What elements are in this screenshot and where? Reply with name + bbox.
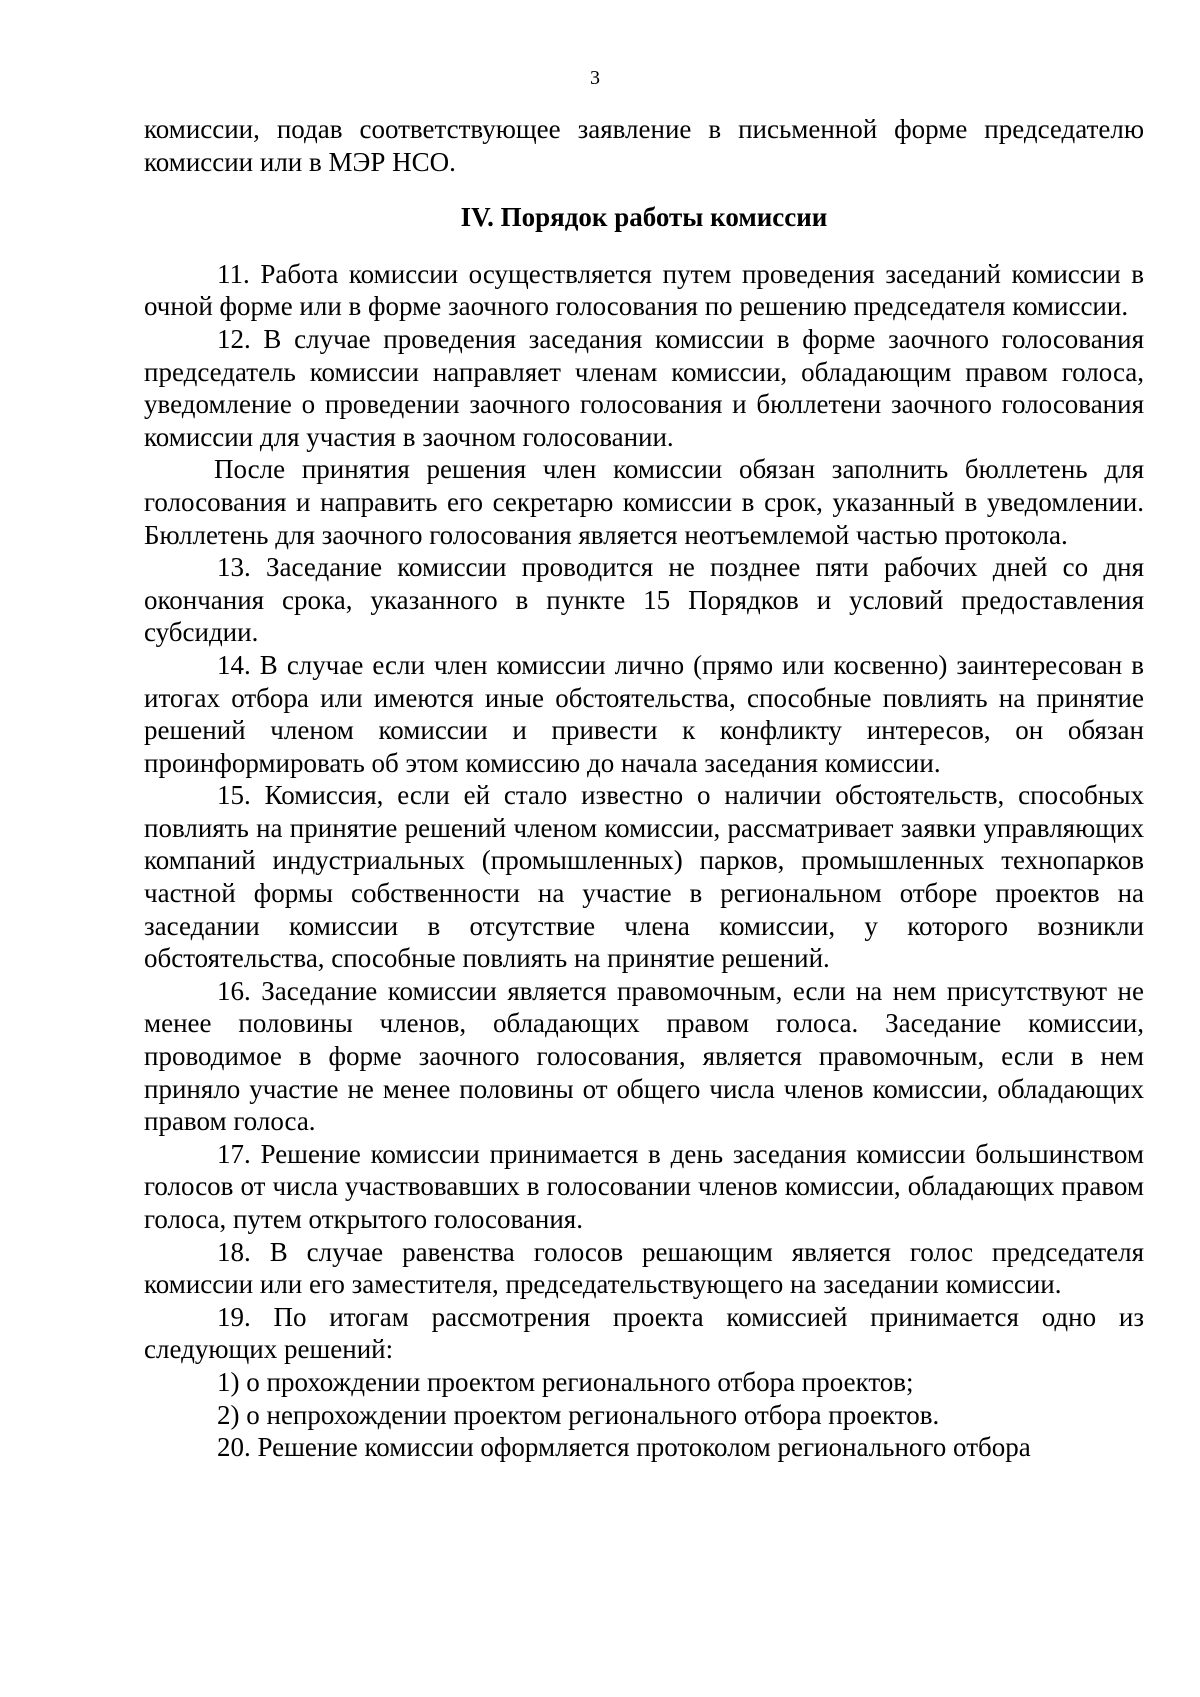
section-heading: IV. Порядок работы комиссии	[460, 202, 828, 233]
page-number: 3	[590, 67, 600, 89]
paragraph-item-18: 18. В случае равенства голосов решающим является голос председателя комиссии или его заместителя, председательствующего на заседании комиссии.	[144, 1236, 1144, 1300]
paragraph-item-13: 13. Заседание комиссии проводится не позднее пяти рабочих дней со дня окончания срока, указанного в пункте 15 Порядков и условий предоставления субсидии.	[144, 552, 1144, 648]
document-body	[144, 113, 1144, 1464]
paragraph-item-15: 15. Комиссия, если ей стало известно о наличии обстоятельств, способных повлиять на принятие решений членом комиссии, рассматривает заявки управляющих компаний индустриальных (промышленных) парков, промышленных технопарков частной формы собственности на участие в региональном отборе проектов на заседании комиссии в отсутствие члена комиссии, у которого возникли обстоятельства, способные повлиять на принятие решений.	[144, 780, 1144, 974]
paragraph-item-12: 12. В случае проведения заседания комиссии в форме заочного голосования председатель комиссии направляет членам комиссии, обладающим правом голоса, уведомление о проведении заочного голосования и бюллетени заочного голосования комиссии для участия в заочном голосовании.	[144, 323, 1144, 452]
paragraph-item-12-continuation: После принятия решения член комиссии обязан заполнить бюллетень для голосования и направить его секретарю комиссии в срок, указанный в уведомлении. Бюллетень для заочного голосования является неотъемлемой частью протокола.	[144, 454, 1144, 550]
paragraph-item-14: 14. В случае если член комиссии лично (прямо или косвенно) заинтересован в итогах отбора или имеются иные обстоятельства, способные повлиять на принятие решений членом комиссии и привести к конфликту интересов, он обязан проинформировать об этом комиссию до начала заседания комиссии.	[144, 649, 1144, 778]
paragraph-item-17: 17. Решение комиссии принимается в день заседания комиссии большинством голосов от числа участвовавших в голосовании членов комиссии, обладающих правом голоса, путем открытого голосования.	[144, 1138, 1144, 1234]
list-item-1: 1) о прохождении проектом регионального отбора проектов;	[217, 1366, 914, 1397]
paragraph-item-16: 16. Заседание комиссии является правомочным, если на нем присутствуют не менее половины членов, обладающих правом голоса. Заседание комиссии, проводимое в форме заочного голосования, является правомочным, если в нем приняло участие не менее половины от общего числа членов комиссии, обладающих правом голоса.	[144, 975, 1144, 1137]
paragraph-item-19: 19. По итогам рассмотрения проекта комиссией принимается одно из следующих решений:	[144, 1301, 1144, 1365]
continued-paragraph: комиссии, подав соответствующее заявление в письменной форме председателю комиссии или в МЭР НСО.	[144, 114, 1144, 177]
list-item-2: 2) о непрохождении проектом регионального отбора проектов.	[217, 1399, 940, 1430]
paragraph-item-20: 20. Решение комиссии оформляется протоколом регионального отбора	[217, 1432, 1031, 1463]
paragraph-item-11: 11. Работа комиссии осуществляется путем проведения заседаний комиссии в очной форме или в форме заочного голосования по решению председателя комиссии.	[144, 258, 1144, 322]
